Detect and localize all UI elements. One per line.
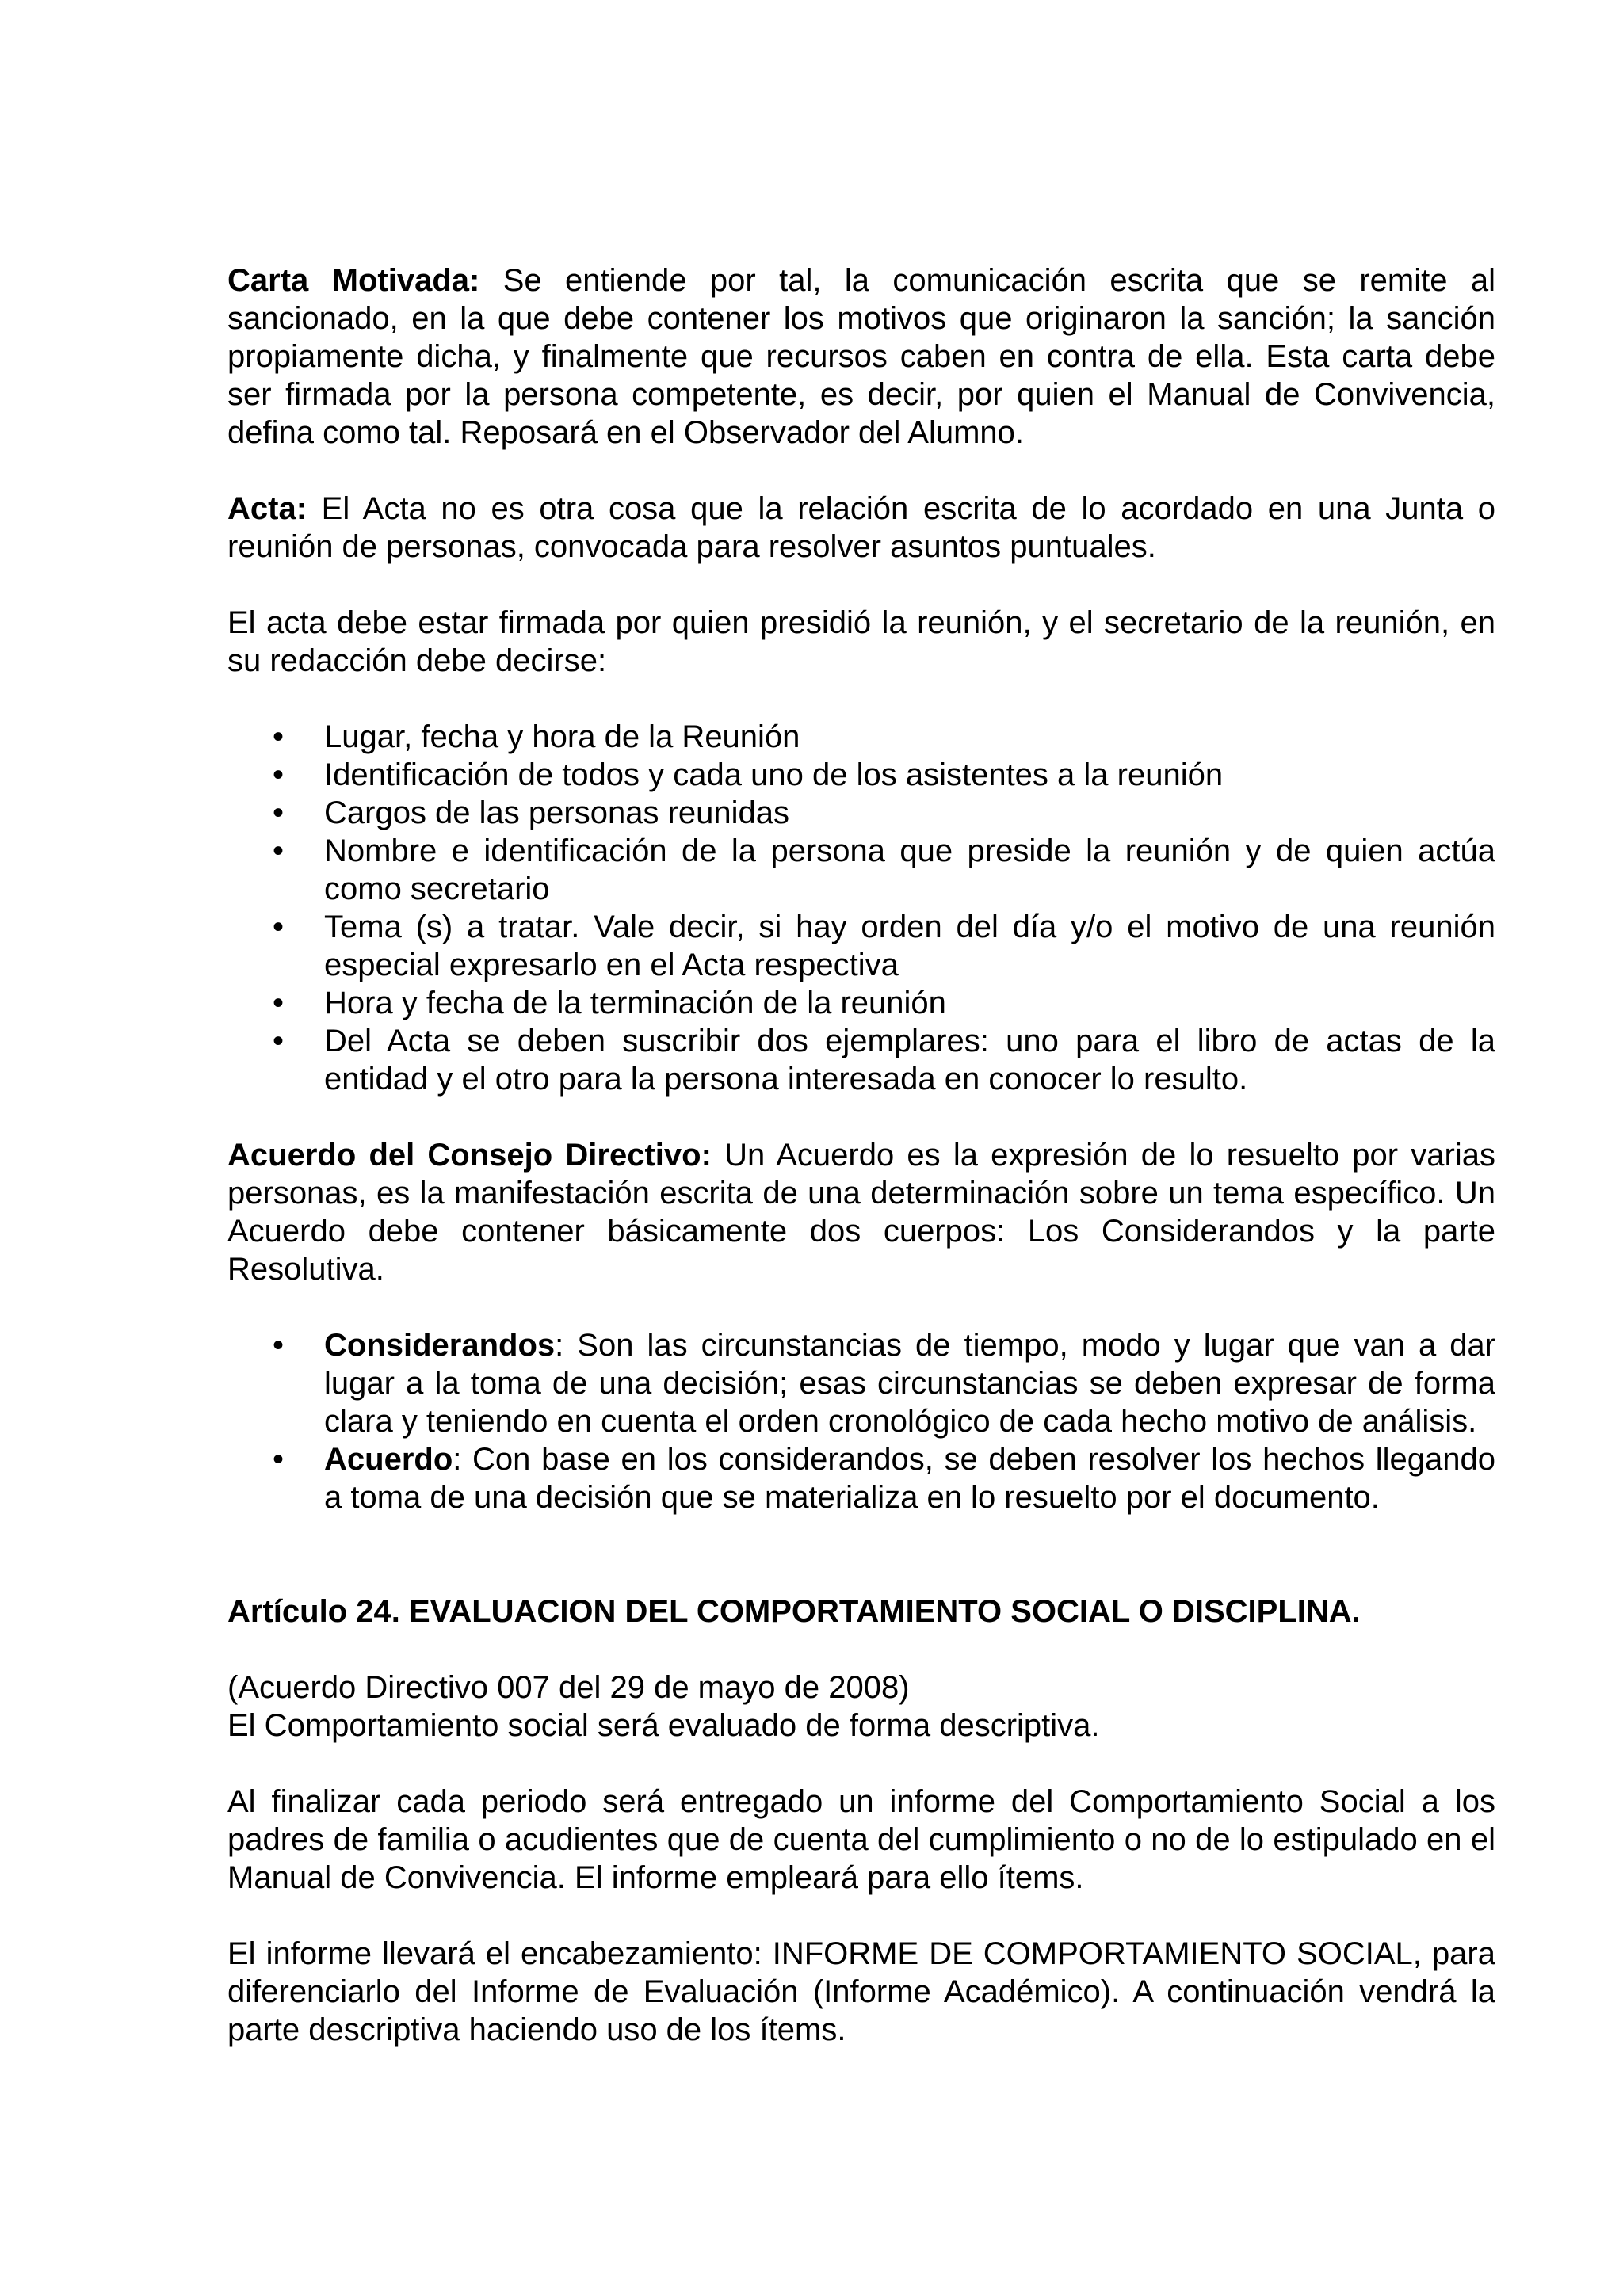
- list-item: • Cargos de las personas reunidas: [227, 794, 1495, 832]
- list-item: • Nombre e identificación de la persona que preside la reunión y de quien actúa como secretario: [227, 832, 1495, 908]
- acta-firma-paragraph: El acta debe estar firmada por quien presidió la reunión, y el secretario de la reunión, en su redacción debe decirse:: [227, 605, 1495, 678]
- acta-items-list: [227, 718, 1495, 1098]
- articulo-heading: Artículo 24. EVALUACION DEL COMPORTAMIENTO SOCIAL O DISCIPLINA.: [227, 1594, 1361, 1629]
- acta-paragraph: [227, 490, 1495, 566]
- acuerdo-items-list: [227, 1326, 1495, 1516]
- acta-term: Acta:: [227, 491, 307, 526]
- carta-motivada-paragraph: [227, 261, 1495, 452]
- articulo-reference: (Acuerdo Directivo 007 del 29 de mayo de 2008): [227, 1670, 910, 1705]
- list-item: • Tema (s) a tratar. Vale decir, si hay orden del día y/o el motivo de una reunión especial expresarlo en el Acta respectiva: [227, 908, 1495, 984]
- considerandos-term: Considerandos: [324, 1328, 556, 1363]
- list-item: • Del Acta se deben suscribir dos ejemplares: uno para el libro de actas de la entidad y el otro para la persona interesada en conocer lo resulto.: [227, 1022, 1495, 1098]
- list-item: • Identificación de todos y cada uno de los asistentes a la reunión: [227, 756, 1495, 794]
- acta-text: El Acta no es otra cosa que la relación escrita de lo acordado en una Junta o reunión de personas, convocada para resolver asuntos puntuales.: [227, 491, 1495, 564]
- list-item: [227, 1440, 1495, 1516]
- acuerdo-item-text: : Con base en los considerandos, se deben resolver los hechos llegando a toma de una decisión que se materializa en lo resuelto por el documento.: [324, 1442, 1495, 1515]
- list-item: [227, 1326, 1495, 1440]
- carta-motivada-text: Se entiende por tal, la comunicación escrita que se remite al sancionado, en la que debe contener los motivos que originaron la sanción; la sanción propiamente dicha, y finalmente que recursos caben en contra de ella. Esta carta debe ser firmada por la persona competente, es decir, por quien el Manual de Convivencia, defina como tal. Reposará en el Observador del Alumno.: [227, 263, 1495, 450]
- list-item: • Hora y fecha de la terminación de la reunión: [227, 984, 1495, 1022]
- acuerdo-term: Acuerdo del Consejo Directivo:: [227, 1138, 712, 1173]
- list-item: • Lugar, fecha y hora de la Reunión: [227, 718, 1495, 756]
- acuerdo-paragraph: [227, 1136, 1495, 1288]
- considerandos-text: : Son las circunstancias de tiempo, modo y lugar que van a dar lugar a la toma de una decisión; esas circunstancias se deben expresar de forma clara y teniendo en cuenta el orden cronológico de cada hecho motivo de análisis.: [324, 1328, 1495, 1439]
- articulo-paragraph-1: Al finalizar cada periodo será entregado un informe del Comportamiento Social a los padres de familia o acudientes que de cuenta del cumplimiento o no de lo estipulado en el Manual de Convivencia. El informe empleará para ello ítems.: [227, 1784, 1495, 1895]
- document-page: [227, 261, 1495, 2049]
- carta-motivada-term: Carta Motivada:: [227, 263, 480, 298]
- articulo-paragraph-2: El informe llevará el encabezamiento: INFORME DE COMPORTAMIENTO SOCIAL, para diferenciarlo del Informe de Evaluación (Informe Académico). A continuación vendrá la parte descriptiva haciendo uso de los ítems.: [227, 1936, 1495, 2047]
- acuerdo-text: Un Acuerdo es la expresión de lo resuelto por varias personas, es la manifestación escrita de una determinación sobre un tema específico. Un Acuerdo debe contener básicamente dos cuerpos: Los Considerandos y la parte Resolutiva.: [227, 1138, 1495, 1287]
- articulo-line: El Comportamiento social será evaluado de forma descriptiva.: [227, 1708, 1100, 1743]
- acuerdo-item-term: Acuerdo: [324, 1442, 453, 1477]
